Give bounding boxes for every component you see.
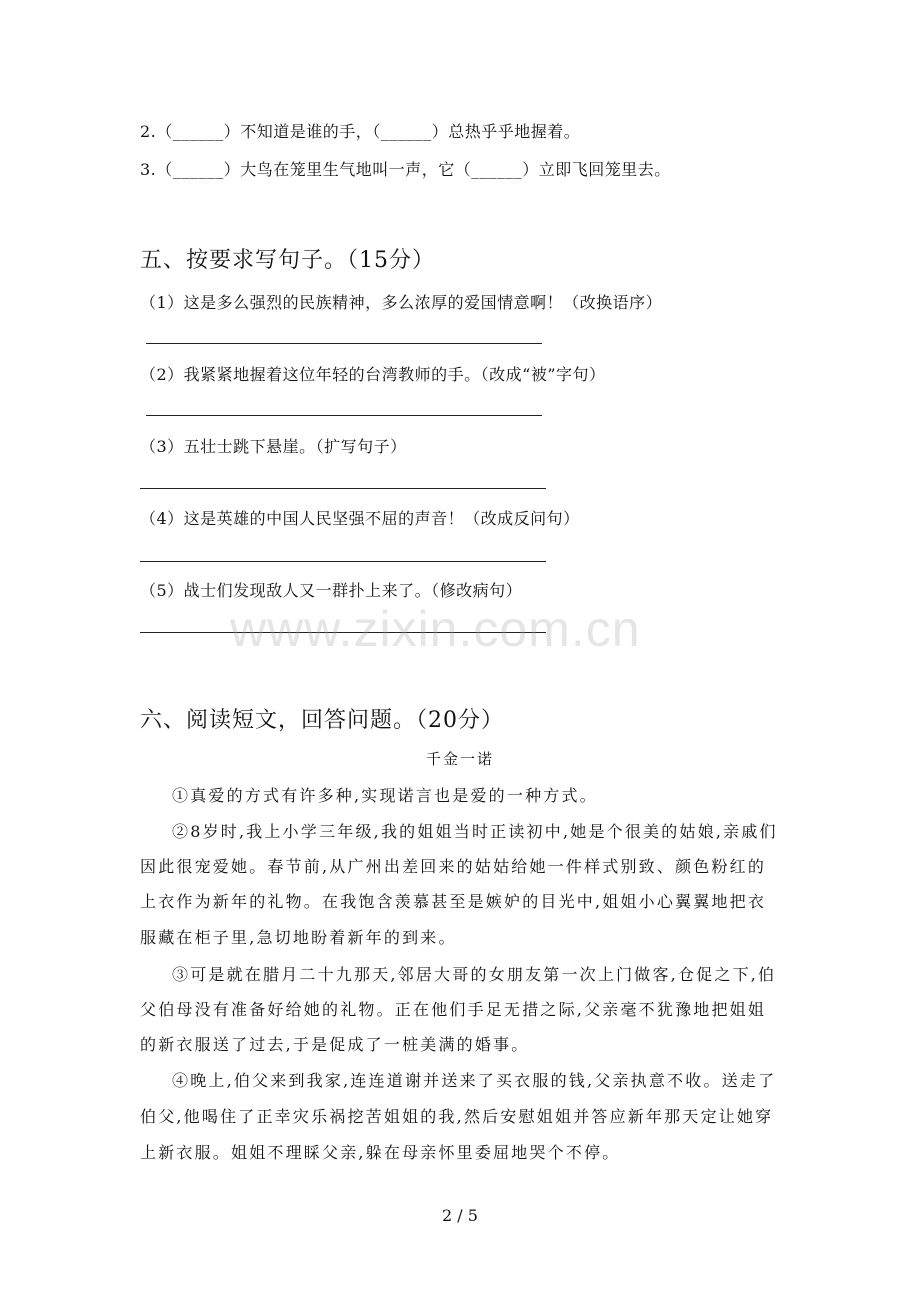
question-1: （1）这是多么强烈的民族精神，多么浓厚的爱国情意啊！（改换语序）: [140, 293, 663, 312]
passage-title: 千金一诺: [425, 750, 494, 768]
passage-line: 父伯母没有准备好给她的礼物。正在他们手足无措之际,父亲毫不犹豫地把姐姐: [140, 1000, 767, 1019]
passage-line: 上新衣服。姐姐不理睬父亲,躲在母亲怀里委屈地哭个不停。: [140, 1143, 621, 1162]
passage-line: 的新衣服送了过去,于是促成了一桩美满的婚事。: [140, 1035, 530, 1054]
passage-line: 上衣作为新年的礼物。在我饱含羡慕甚至是嫉妒的目光中,姐姐小心翼翼地把衣: [140, 892, 767, 911]
section6-heading: 六、阅读短文，回答问题。（20分）: [140, 708, 504, 733]
question-3: （3）五壮士跳下悬崖。（扩写句子）: [140, 437, 407, 456]
passage-line: 因此很宠爱她。春节前,从广州出差回来的姑姑给她一件样式别致、颜色粉红的: [140, 857, 767, 876]
fill-blank-2: 2.（______）不知道是谁的手，（______）总热乎乎地握着。: [140, 122, 581, 141]
answer-line-1: [146, 343, 542, 344]
section5-heading: 五、按要求写句子。（15分）: [140, 248, 435, 273]
fill-blank-3: 3.（______）大鸟在笼里生气地叫一声，它（______）立即飞回笼里去。: [140, 160, 671, 179]
question-4: （4）这是英雄的中国人民坚强不屈的声音！（改成反问句）: [140, 509, 580, 528]
passage-line: ④晚上,伯父来到我家,连连道谢并送来了买衣服的钱,父亲执意不收。送走了: [172, 1071, 777, 1090]
page-number: 2 / 5: [442, 1206, 478, 1225]
question-2: （2）我紧紧地握着这位年轻的台湾教师的手。（改成“被”字句）: [140, 365, 606, 384]
passage-line: ①真爱的方式有许多种,实现诺言也是爱的一种方式。: [172, 786, 598, 805]
question-5: （5）战士们发现敌人又一群扑上来了。（修改病句）: [140, 581, 523, 600]
passage-line: ②8岁时,我上小学三年级,我的姐姐当时正读初中,她是个很美的姑娘,亲戚们: [172, 822, 778, 841]
answer-line-3: [140, 488, 546, 489]
passage-line: 伯父,他喝住了正幸灾乐祸挖苦姐姐的我,然后安慰姐姐并答应新年那天定让她穿: [140, 1107, 774, 1126]
passage-line: ③可是就在腊月二十九那天,邻居大哥的女朋友第一次上门做客,仓促之下,伯: [172, 965, 777, 984]
watermark: www.zixin.com.cn: [230, 601, 641, 657]
answer-line-4: [140, 561, 546, 562]
answer-line-2: [146, 415, 542, 416]
passage-line: 服藏在柜子里,急切地盼着新年的到来。: [140, 928, 457, 947]
